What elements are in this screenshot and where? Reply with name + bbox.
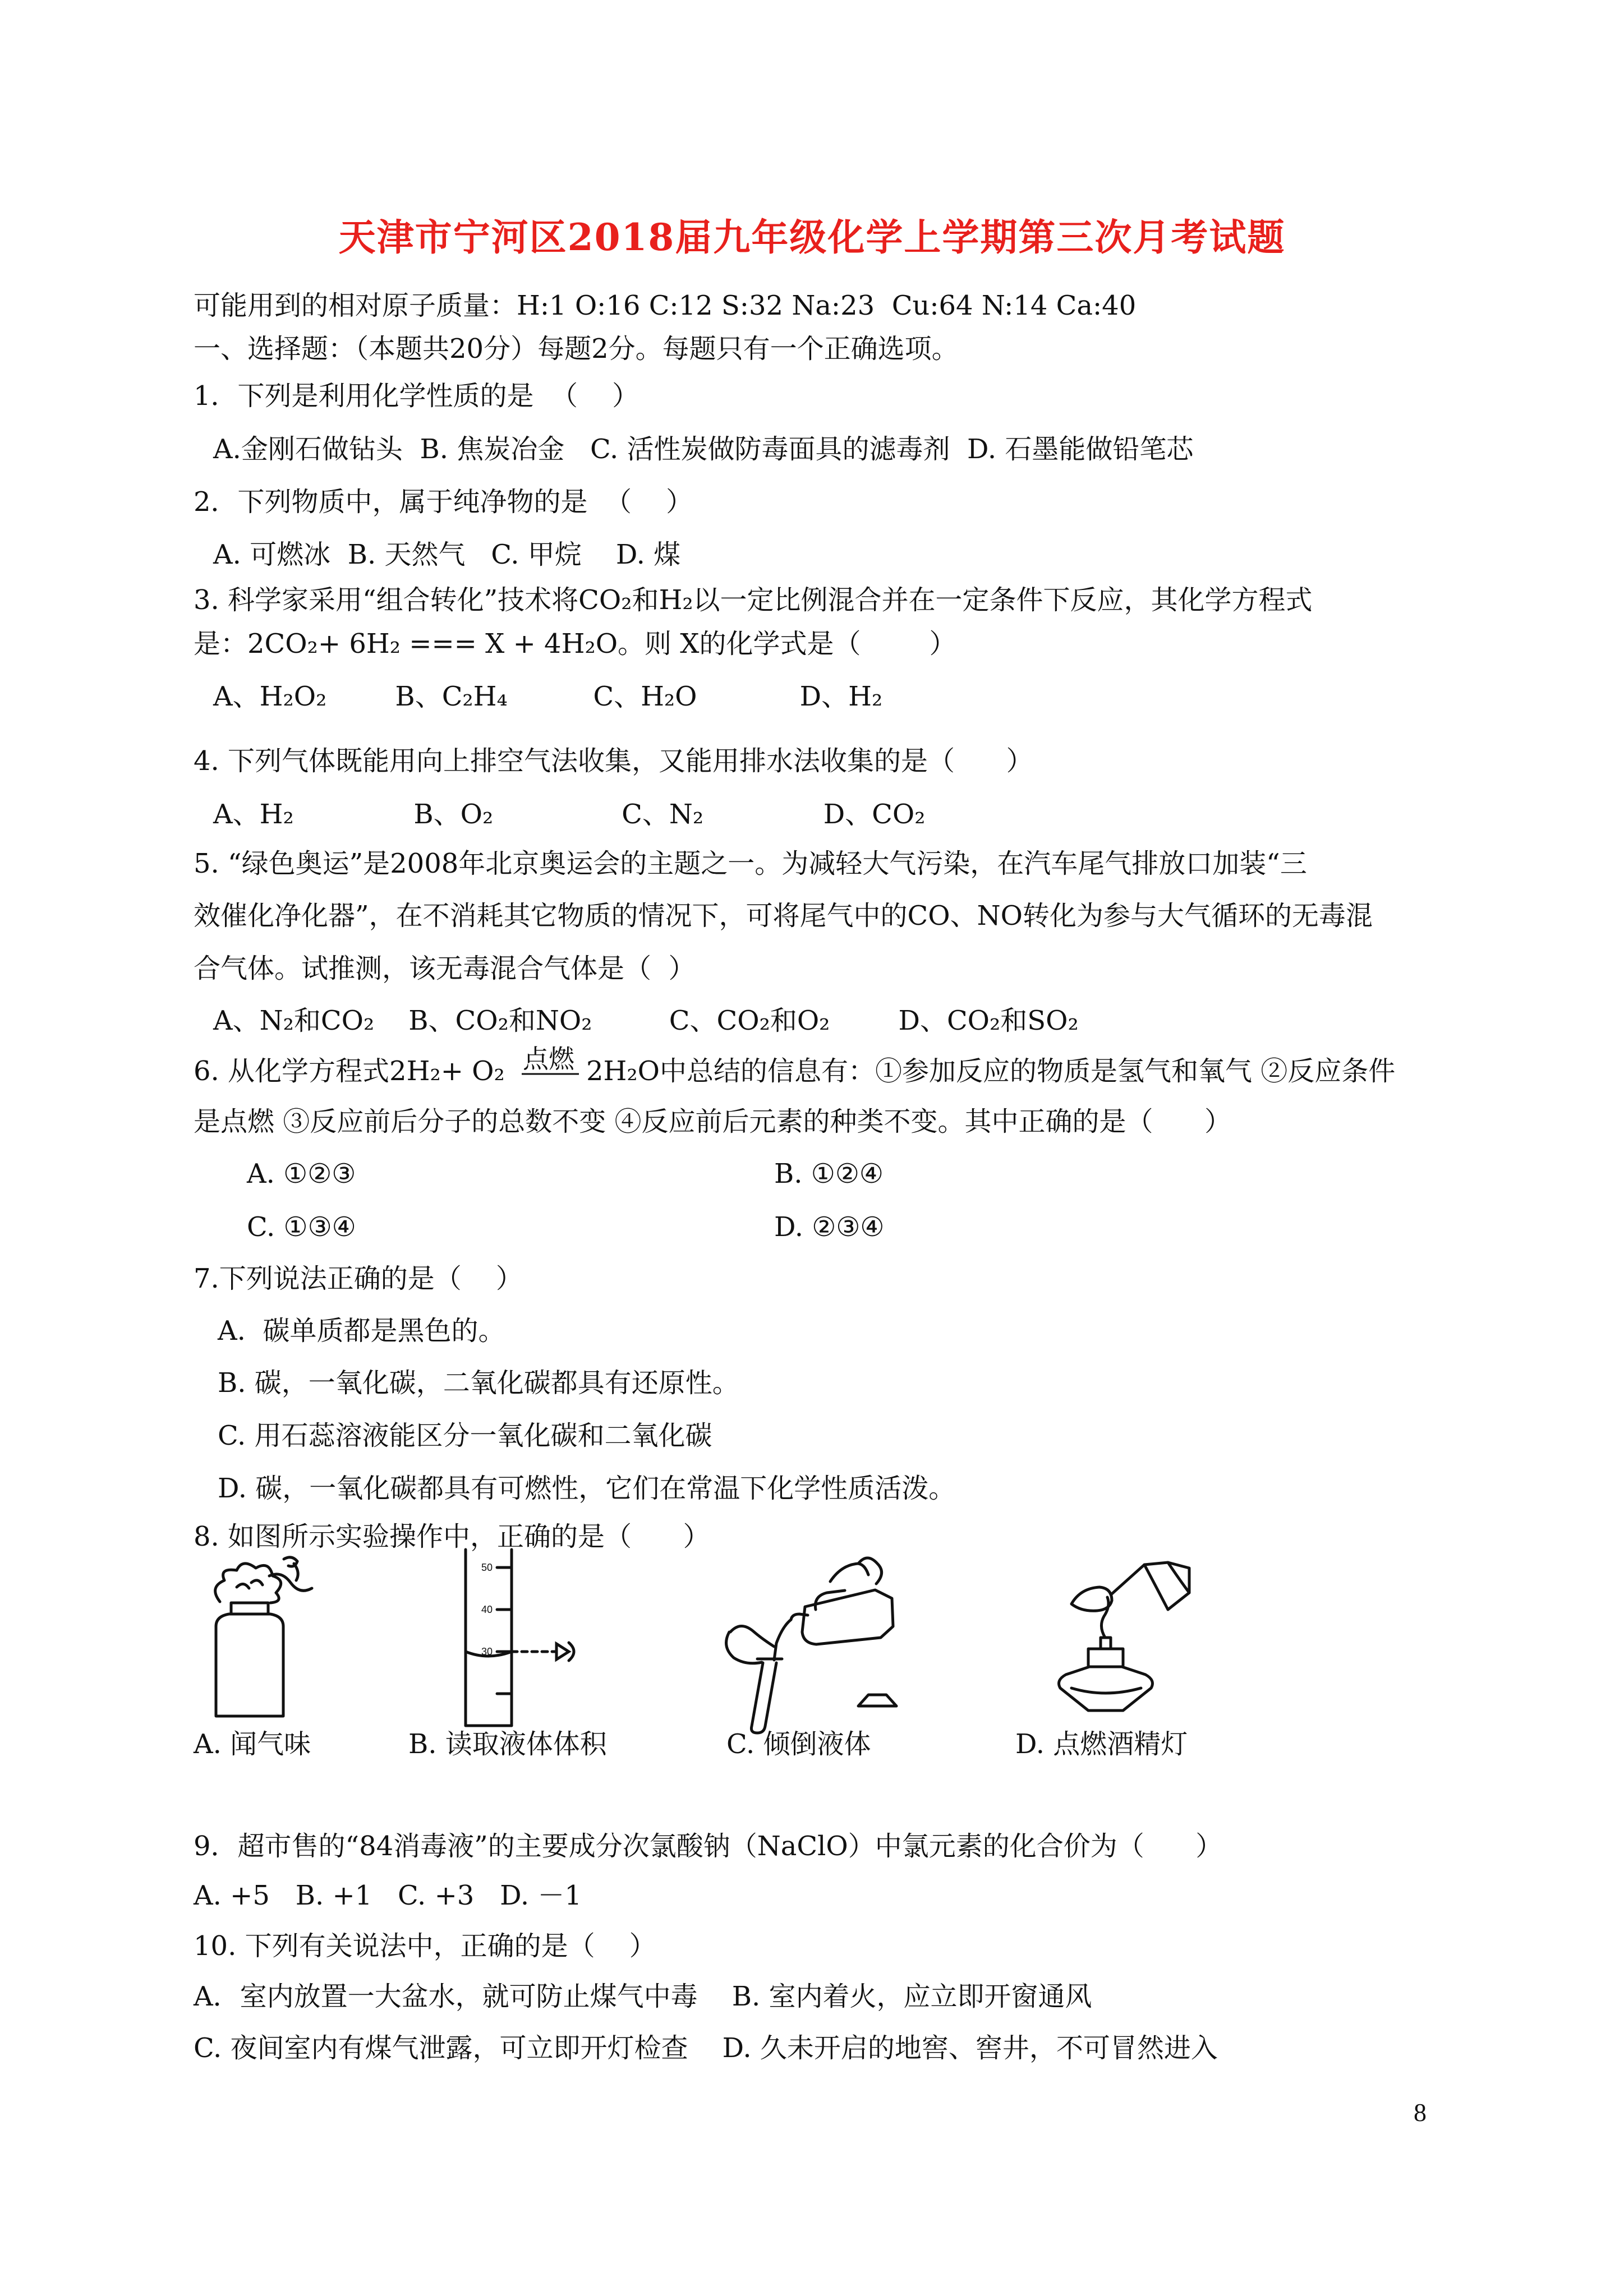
q5-stem-line1: 5. “绿色奥运”是2008年北京奥运会的主题之一。为减轻大气污染，在汽车尾气排放口加装“三 [194,848,1307,879]
q7-option-d: D. 碳，一氧化碳都具有可燃性，它们在常温下化学性质活泼。 [218,1473,956,1504]
q10-row1: A．室内放置一大盆水，就可防止煤气中毒 B. 室内着火，应立即开窗通风 [194,1981,1092,2012]
cylinder-mark-50: 50 [481,1562,493,1573]
q6-stem-part1: 6. 从化学方程式2H₂+ O₂ [194,1055,505,1087]
q10-row2: C. 夜间室内有煤气泄露，可立即开灯检查 D. 久未开启的地窖、窖井，不可冒然进入 [194,2032,1218,2064]
q7-option-b: B. 碳，一氧化碳，二氧化碳都具有还原性。 [218,1367,739,1399]
q8-option-c: C. 倾倒液体 [726,1728,871,1760]
q6-equals-bar [521,1072,582,1078]
q9-stem: 9．超市售的“84消毒液”的主要成分次氯酸钠（NaClO）中氯元素的化合价为（ ） [194,1831,1223,1862]
q8-stem: 8. 如图所示实验操作中，正确的是（ ） [194,1521,710,1552]
q5-options: A、N₂和CO₂ B、CO₂和NO₂ C、CO₂和O₂ D、CO₂和SO₂ [213,1005,1079,1036]
q3-stem-line1: 3. 科学家采用“组合转化”技术将CO₂和H₂以一定比例混合并在一定条件下反应，其化学方程式 [194,584,1313,616]
q6-stem-part2: 2H₂O中总结的信息有：①参加反应的物质是氢气和氧气 ②反应条件 [586,1055,1396,1087]
q8-option-a: A. 闻气味 [194,1728,311,1760]
q2-options: A. 可燃冰 B. 天然气 C. 甲烷 D. 煤 [213,539,681,570]
q4-options: A、H₂ B、O₂ C、N₂ D、CO₂ [213,799,926,830]
section1-header: 一、选择题：（本题共20分）每题2分。每题只有一个正确选项。 [194,333,959,365]
q5-stem-line2: 效催化净化器”，在不消耗其它物质的情况下，可将尾气中的CO、NO转化为参与大气循环的无毒混 [194,900,1373,932]
q10-stem: 10. 下列有关说法中，正确的是（ ） [194,1930,656,1962]
atomic-masses-line: 可能用到的相对原子质量：H:1 O:16 C:12 S:32 Na:23 Cu:64 N:14 Ca:40 [194,290,1137,321]
q3-options: A、H₂O₂ B、C₂H₄ C、H₂O D、H₂ [213,681,883,712]
q6-option-d: D. ②③④ [774,1211,885,1243]
pour-liquid-figure [718,1548,914,1733]
q6-option-c: C. ①③④ [247,1211,356,1243]
light-lamp-figure [1049,1548,1195,1716]
q6-option-a: A. ①②③ [247,1158,356,1190]
smell-gas-figure [185,1553,314,1722]
q6-option-b: B. ①②④ [774,1158,884,1190]
q4-stem: 4. 下列气体既能用向上排空气法收集，又能用排水法收集的是（ ） [194,745,1033,777]
page-title: 天津市宁河区2018届九年级化学上学期第三次月考试题 [338,215,1286,259]
q6-stem-line2: 是点燃 ③反应前后分子的总数不变 ④反应前后元素的种类不变。其中正确的是（ ） [194,1106,1232,1137]
q7-option-a: A. 碳单质都是黑色的。 [218,1315,505,1347]
q8-option-d: D. 点燃酒精灯 [1015,1728,1188,1760]
q5-stem-line3: 合气体。试推测，该无毒混合气体是（ ） [194,953,696,984]
q9-options: A. +5 B. +1 C. +3 D. －1 [194,1880,582,1911]
page-number: 8 [1414,2098,1427,2127]
q2-stem: 2．下列物质中，属于纯净物的是 （ ） [194,486,693,518]
q6-condition: 点燃 [523,1044,574,1074]
q7-stem: 7.下列说法正确的是（ ） [194,1263,523,1294]
cylinder-mark-40: 40 [481,1604,493,1615]
q7-option-c: C. 用石蕊溶液能区分一氧化碳和二氧化碳 [218,1420,712,1451]
q8-option-b: B. 读取液体体积 [408,1728,607,1760]
cylinder-mark-30: 30 [481,1646,493,1657]
q1-stem: 1．下列是利用化学性质的是 （ ） [194,380,640,412]
q1-options: A.金刚石做钻头 B. 焦炭冶金 C. 活性炭做防毒面具的滤毒剂 D. 石墨能做铅笔芯 [213,434,1194,465]
q3-stem-line2: 是：2CO₂+ 6H₂ === X + 4H₂O。则 X的化学式是（ ） [194,628,956,660]
read-volume-figure [449,1545,595,1730]
